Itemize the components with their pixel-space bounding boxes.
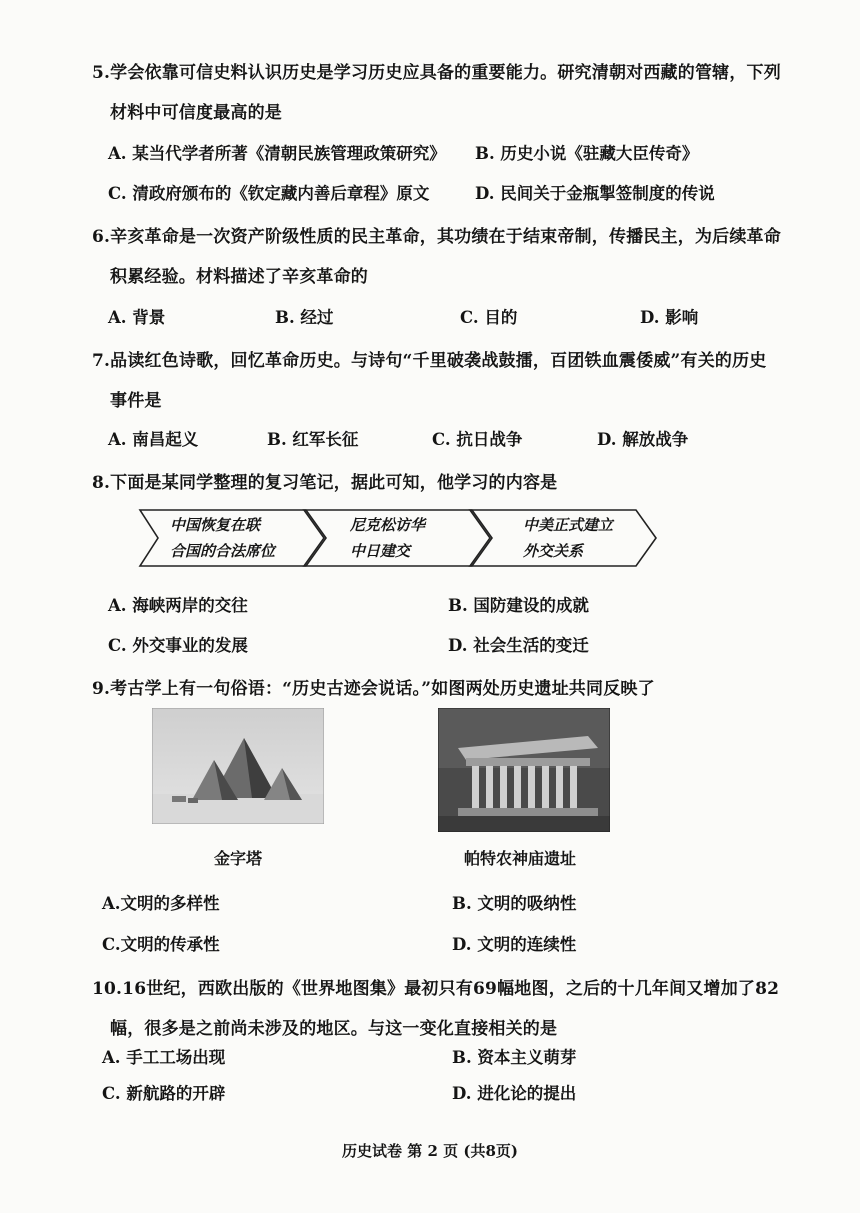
- q10-option-a: A. 手工工场出现: [102, 1048, 226, 1067]
- q8-stem: 8.下面是某同学整理的复习笔记，据此可知，他学习的内容是: [92, 473, 558, 493]
- page-footer: 历史试卷 第 2 页 (共8页): [342, 1142, 518, 1160]
- pyramid-caption: 金字塔: [214, 849, 263, 868]
- flow-step-3-line2: 外交关系: [523, 542, 584, 560]
- q9-option-a: A.文明的多样性: [102, 894, 220, 913]
- q6-stem-line2: 积累经验。材料描述了辛亥革命的: [110, 267, 368, 287]
- q5-stem-line1: 5.学会依靠可信史料认识历史是学习历史应具备的重要能力。研究清朝对西藏的管辖，下列: [92, 63, 781, 83]
- q9-option-b: B. 文明的吸纳性: [452, 894, 577, 913]
- q5-option-d: D. 民间关于金瓶掣签制度的传说: [475, 184, 715, 203]
- q5-option-a: A. 某当代学者所著《清朝民族管理政策研究》: [108, 144, 446, 163]
- q10-option-d: D. 进化论的提出: [452, 1084, 577, 1103]
- q6-option-b: B. 经过: [275, 308, 334, 327]
- q8-option-b: B. 国防建设的成就: [448, 596, 589, 615]
- q5-stem-line2: 材料中可信度最高的是: [110, 103, 282, 123]
- q9-stem: 9.考古学上有一句俗语：“历史古迹会说话。”如图两处历史遗址共同反映了: [92, 679, 655, 699]
- q6-option-a: A. 背景: [108, 308, 166, 327]
- q9-option-c: C.文明的传承性: [102, 935, 220, 954]
- q8-option-a: A. 海峡两岸的交往: [108, 596, 248, 615]
- q10-stem-line2: 幅，很多是之前尚未涉及的地区。与这一变化直接相关的是: [110, 1019, 558, 1039]
- q8-option-d: D. 社会生活的变迁: [448, 636, 589, 655]
- q6-option-c: C. 目的: [460, 308, 518, 327]
- q10-stem-line1: 10.16世纪，西欧出版的《世界地图集》最初只有69幅地图，之后的十几年间又增加了82: [92, 979, 780, 999]
- q10-option-c: C. 新航路的开辟: [102, 1084, 226, 1103]
- q7-stem-line1: 7.品读红色诗歌，回忆革命历史。与诗句“千里破袭战鼓擂，百团铁血震倭威”有关的历史: [92, 351, 767, 371]
- q7-stem-line2: 事件是: [110, 391, 162, 411]
- flow-step-1-line1: 中国恢复在联: [170, 516, 261, 534]
- q6-option-d: D. 影响: [640, 308, 699, 327]
- q7-option-c: C. 抗日战争: [432, 430, 523, 449]
- q10-option-b: B. 资本主义萌芽: [452, 1048, 577, 1067]
- q8-option-c: C. 外交事业的发展: [108, 636, 248, 655]
- q6-stem-line1: 6.辛亥革命是一次资产阶级性质的民主革命，其功绩在于结束帝制，传播民主，为后续革命: [92, 227, 781, 247]
- parthenon-photo: [438, 708, 610, 832]
- flow-step-2-line1: 尼克松访华: [350, 516, 426, 534]
- flow-step-2-line2: 中日建交: [350, 542, 411, 560]
- q5-option-c: C. 清政府颁布的《钦定藏内善后章程》原文: [108, 184, 430, 203]
- q5-option-b: B. 历史小说《驻藏大臣传奇》: [475, 144, 699, 163]
- flow-step-3-line1: 中美正式建立: [523, 516, 614, 534]
- q7-option-d: D. 解放战争: [597, 430, 689, 449]
- parthenon-caption: 帕特农神庙遗址: [464, 849, 577, 868]
- review-notes-flow: [138, 508, 658, 568]
- flow-step-1-line2: 合国的合法席位: [170, 542, 276, 560]
- q7-option-a: A. 南昌起义: [108, 430, 199, 449]
- q9-option-d: D. 文明的连续性: [452, 935, 577, 954]
- pyramid-photo: [152, 708, 324, 824]
- q7-option-b: B. 红军长征: [267, 430, 359, 449]
